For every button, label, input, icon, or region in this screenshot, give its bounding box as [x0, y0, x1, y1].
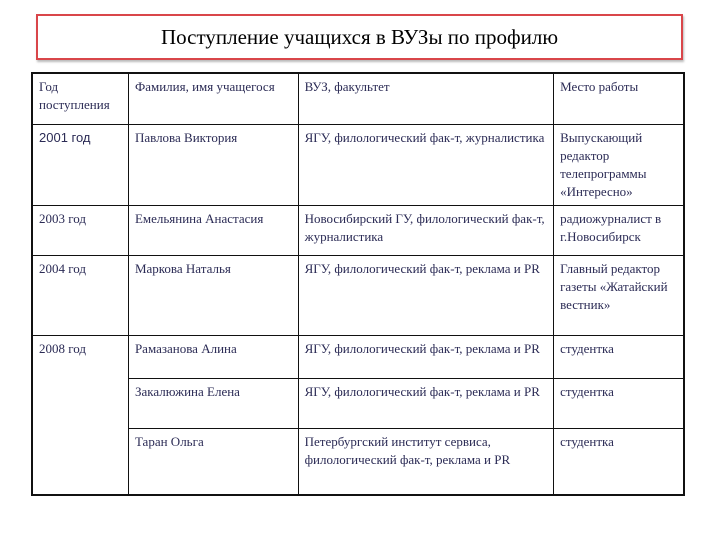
header-name: Фамилия, имя учащегося [128, 73, 298, 124]
year-cell: 2008 год [32, 335, 128, 495]
year-cell: 2004 год [32, 255, 128, 335]
table-row [32, 255, 684, 335]
work-cell: студентка [554, 335, 684, 378]
table-row [32, 428, 684, 495]
work-cell: Выпускающий редактор телепрограммы «Интересно» [554, 124, 684, 205]
header-year: Год поступления [32, 73, 128, 124]
table-row [32, 124, 684, 205]
header-work: Место работы [554, 73, 684, 124]
name-cell: Таран Ольга [128, 428, 298, 495]
name-cell: Павлова Виктория [128, 124, 298, 205]
university-cell: Петербургский институт сервиса, филологический фак-т, реклама и PR [298, 428, 553, 495]
work-cell: радиожурналист в г.Новосибирск [554, 205, 684, 255]
table-row [32, 205, 684, 255]
table-row [32, 335, 684, 378]
year-cell: 2001 год [32, 124, 128, 205]
name-cell: Рамазанова Алина [128, 335, 298, 378]
name-cell: Емельянина Анастасия [128, 205, 298, 255]
university-cell: ЯГУ, филологический фак-т, реклама и PR [298, 335, 553, 378]
page-title: Поступление учащихся в ВУЗы по профилю [36, 14, 683, 60]
name-cell: Закалюжина Елена [128, 378, 298, 428]
university-cell: Новосибирский ГУ, филологический фак-т, журналистика [298, 205, 553, 255]
work-cell: студентка [554, 428, 684, 495]
table-header-row [32, 73, 684, 124]
year-cell: 2003 год [32, 205, 128, 255]
table-row [32, 378, 684, 428]
university-cell: ЯГУ, филологический фак-т, реклама и PR [298, 378, 553, 428]
work-cell: Главный редактор газеты «Жатайский вестник» [554, 255, 684, 335]
header-university: ВУЗ, факультет [298, 73, 553, 124]
work-cell: студентка [554, 378, 684, 428]
university-cell: ЯГУ, филологический фак-т, журналистика [298, 124, 553, 205]
name-cell: Маркова Наталья [128, 255, 298, 335]
university-cell: ЯГУ, филологический фак-т, реклама и PR [298, 255, 553, 335]
students-table [31, 72, 685, 496]
